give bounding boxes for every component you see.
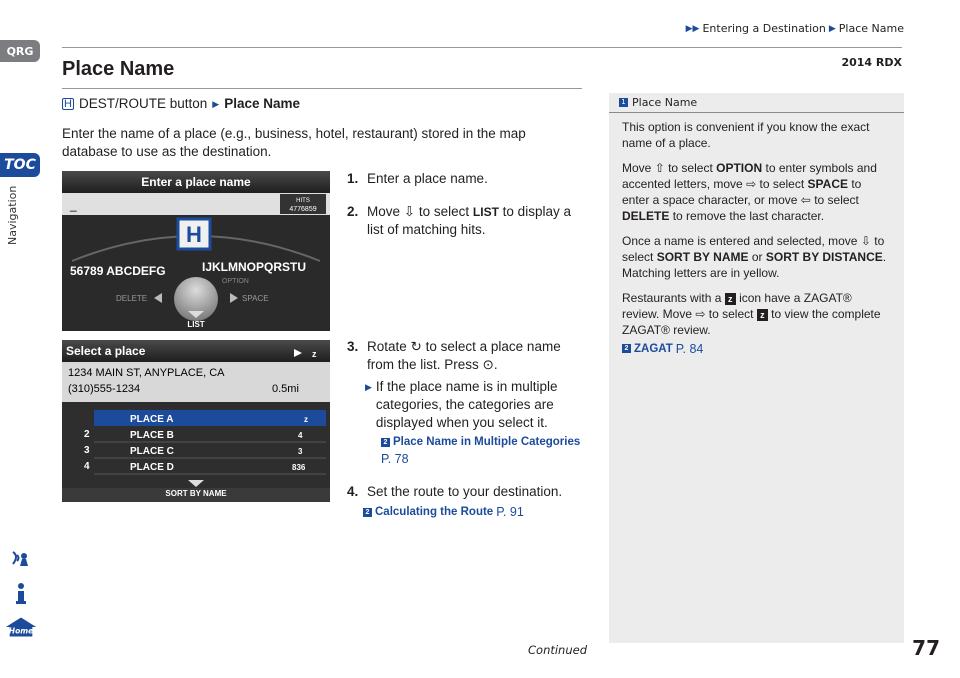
dest-route-target: Place Name — [224, 96, 301, 111]
step-2 — [347, 203, 587, 239]
model-label: 2014 RDX — [841, 56, 902, 69]
place-row-value: z — [304, 415, 308, 424]
step-text: Move — [367, 204, 401, 219]
xref-calculating-route[interactable] — [363, 503, 587, 521]
text: or — [751, 250, 763, 264]
screen1-cursor: _ — [70, 198, 77, 212]
dest-route-button-label: DEST/ROUTE button — [79, 96, 208, 111]
step-number: 2. — [347, 204, 359, 219]
text: Restaurants with a — [622, 291, 722, 305]
hits-value: 4776859 — [289, 206, 317, 213]
place-row-num: 3 — [84, 445, 90, 456]
text: to enter symbols and accented letters, move — [622, 161, 877, 191]
place-row-num: 2 — [84, 429, 90, 440]
toc-tab[interactable]: TOC — [0, 153, 40, 177]
title-divider — [62, 88, 582, 89]
step-note: If the place name is in multiple categories, the categories are displayed when you select it. — [375, 379, 558, 430]
joystick-left-icon: ⇦ — [800, 193, 811, 207]
breadcrumb — [686, 22, 904, 35]
side-note-header — [609, 93, 904, 113]
dial-rotate-icon: ↻ — [410, 339, 422, 354]
step-text: to select — [418, 204, 470, 219]
selected-phone: (310)555-1234 — [68, 383, 141, 395]
joystick-right-icon: ⇨ — [746, 177, 757, 191]
side-note-title: Place Name — [632, 96, 698, 109]
step-3 — [347, 338, 587, 468]
side-note-paragraph — [622, 160, 891, 224]
text: to select — [759, 177, 805, 191]
intro-paragraph: Enter the name of a place (e.g., business, hotel, restaurant) stored in the map database to use as the destination. — [62, 126, 526, 159]
chevron-right-icon: ▶▶ — [685, 23, 700, 34]
zagat-header-icon: z — [312, 349, 317, 359]
selected-distance: 0.5mi — [272, 383, 299, 395]
home-icon[interactable] — [4, 614, 38, 640]
step-4 — [347, 483, 587, 521]
list-label[interactable]: LIST — [187, 320, 205, 329]
hits-label: HITS — [296, 198, 310, 204]
breadcrumb-page: Place Name — [838, 22, 904, 35]
xref-label[interactable]: Place Name in Multiple Categories — [393, 436, 581, 448]
reference-icon: 2 — [622, 344, 631, 353]
place-row-num: 4 — [84, 461, 90, 472]
text: to enter a space character, or move — [622, 177, 862, 207]
place-row-name[interactable]: PLACE A — [130, 414, 174, 425]
step-text: . — [493, 357, 498, 372]
step-text: Enter a place name. — [367, 171, 488, 186]
reference-icon: 2 — [381, 438, 390, 447]
step-number: 1. — [347, 171, 359, 186]
option-label[interactable]: OPTION — [222, 278, 249, 285]
selected-address: 1234 MAIN ST, ANYPLACE, CA — [68, 367, 225, 379]
place-row-name[interactable]: PLACE B — [130, 430, 174, 441]
text: to select — [668, 161, 713, 175]
place-row-name[interactable]: PLACE D — [130, 462, 174, 473]
page-number: 77 — [912, 636, 940, 660]
place-row-highlight[interactable] — [94, 410, 326, 426]
sort-by-distance-key: SORT BY DISTANCE — [765, 250, 883, 264]
selected-letter: H — [186, 222, 202, 247]
side-note — [609, 93, 904, 643]
letters-right[interactable]: IJKLMNOPQRSTU — [202, 260, 307, 274]
text: Move — [622, 161, 652, 175]
side-note-paragraph — [622, 290, 891, 357]
joystick-right-icon: ⇨ — [695, 307, 706, 321]
step-number: 4. — [347, 484, 359, 499]
sort-by-name-key: SORT BY NAME — [656, 250, 749, 264]
section-label: Navigation — [6, 185, 19, 245]
main-content — [62, 95, 582, 161]
zagat-icon: z — [725, 293, 736, 305]
select-place-screen — [62, 340, 330, 502]
letters-left[interactable]: 56789 ABCDEFG — [70, 264, 166, 278]
place-row-value: 4 — [298, 431, 303, 440]
step-number: 3. — [347, 339, 359, 354]
text: to select — [622, 234, 885, 264]
screen1-title: Enter a place name — [141, 175, 251, 189]
text: to view the complete ZAGAT® review. — [622, 307, 881, 337]
chevron-right-icon: ▶ — [212, 99, 220, 109]
step-text: to display a list of matching hits. — [367, 204, 571, 237]
home-button-icon: H — [62, 98, 74, 110]
place-name-entry-screen — [62, 171, 330, 331]
sort-label[interactable]: SORT BY NAME — [165, 489, 227, 498]
option-key: OPTION — [716, 161, 763, 175]
screen2-title: Select a place — [66, 344, 146, 358]
zagat-icon: z — [757, 309, 768, 321]
xref-page[interactable]: P. 78 — [381, 452, 409, 466]
xref-multiple-categories[interactable] — [381, 434, 587, 451]
note-icon: 1 — [619, 98, 628, 107]
menu-path — [62, 95, 582, 113]
place-row-name[interactable]: PLACE C — [130, 446, 174, 457]
chevron-right-icon: ▶ — [828, 23, 836, 34]
joystick-down-icon: ⇩ — [403, 204, 416, 219]
space-label[interactable]: SPACE — [242, 294, 269, 303]
xref-page[interactable]: P. 91 — [496, 505, 524, 519]
text: to remove the last character. — [672, 209, 825, 223]
delete-key: DELETE — [622, 209, 670, 223]
info-icon[interactable] — [4, 581, 38, 607]
delete-label[interactable]: DELETE — [116, 294, 148, 303]
chevron-right-icon: ▶ — [365, 382, 372, 392]
qrg-tab[interactable]: QRG — [0, 40, 40, 62]
breadcrumb-section[interactable]: Entering a Destination — [702, 22, 826, 35]
step-text: Set the route to your destination. — [367, 484, 563, 499]
text: . Matching letters are in yellow. — [622, 250, 887, 280]
text: icon have a ZAGAT® review. Move — [622, 291, 852, 321]
text: Once a name is entered and selected, move — [622, 234, 858, 248]
home-label: Home — [8, 626, 34, 636]
dial-press-icon: ⊙ — [482, 357, 494, 372]
text: to select — [708, 307, 754, 321]
joystick-down-icon: ⇩ — [860, 234, 871, 248]
header-divider — [62, 47, 902, 48]
space-key: SPACE — [807, 177, 848, 191]
page-title: Place Name — [62, 58, 175, 80]
voice-command-icon[interactable] — [4, 545, 38, 571]
side-note-paragraph — [622, 233, 891, 281]
text: to select — [814, 193, 859, 207]
side-note-paragraph: This option is convenient if you know the exact name of a place. — [622, 120, 870, 150]
step-1 — [347, 170, 587, 188]
xref-label[interactable]: ZAGAT — [634, 342, 673, 355]
joystick-up-icon: ⇧ — [654, 161, 665, 175]
place-row-value: 3 — [298, 447, 303, 456]
place-row-value: 836 — [292, 463, 306, 472]
xref-label[interactable]: Calculating the Route — [375, 506, 494, 518]
xref-zagat[interactable] — [622, 341, 703, 357]
continued-label: Continued — [528, 643, 588, 657]
xref-page[interactable]: P. 84 — [675, 341, 704, 356]
reference-icon: 2 — [363, 508, 372, 517]
step-text: to select a place name from the list. Press — [367, 339, 561, 372]
list-key: LIST — [472, 205, 499, 219]
step-text: Rotate — [367, 339, 407, 354]
